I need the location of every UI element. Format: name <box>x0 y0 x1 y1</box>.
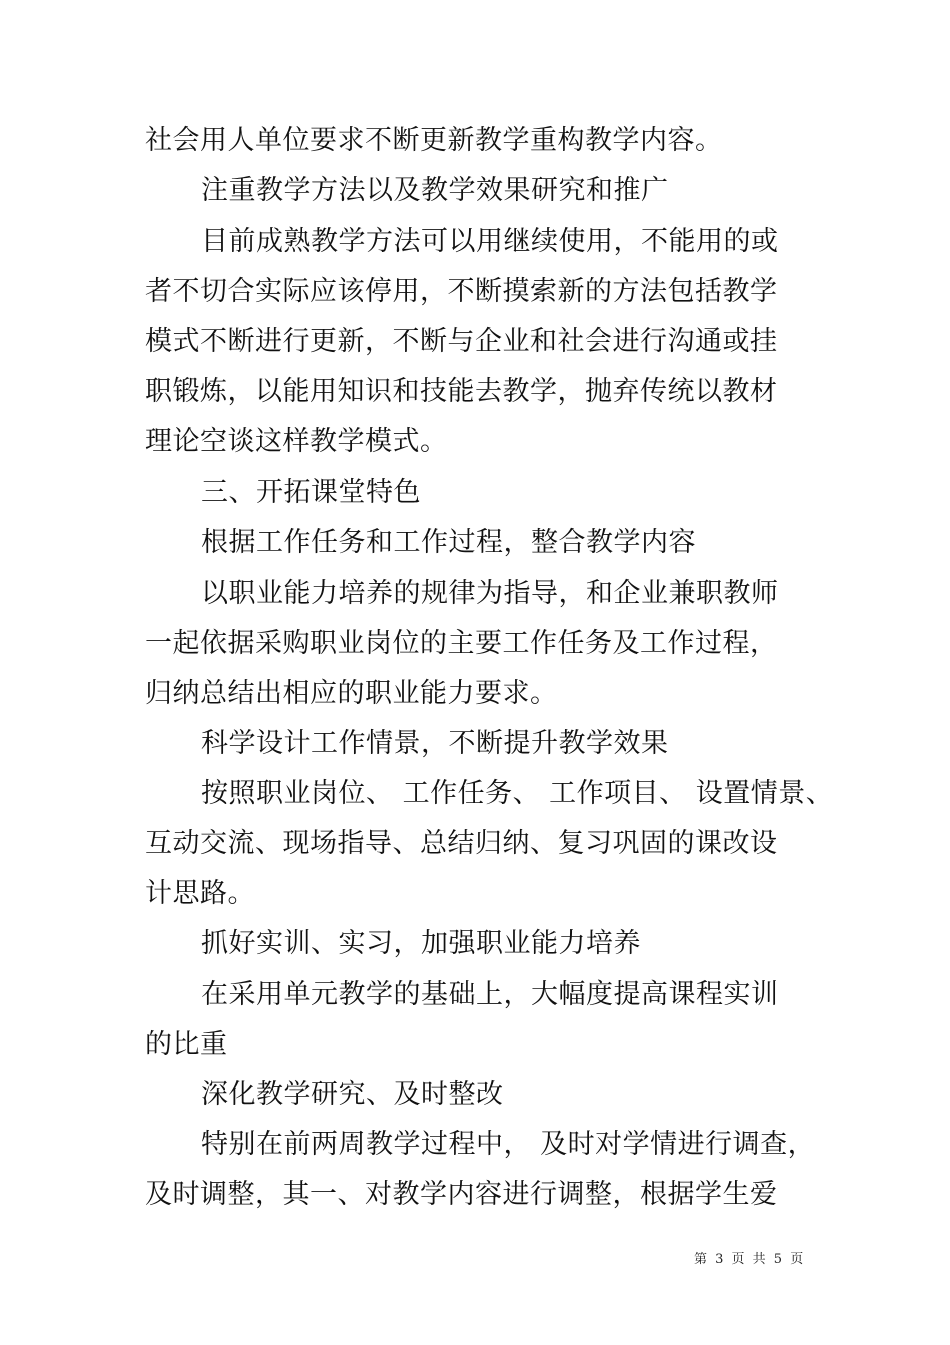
paragraph-line: 特别在前两周教学过程中， 及时对学情进行调查， <box>201 1129 816 1160</box>
page-number-footer: 第 3 页 共 5 页 <box>694 1252 806 1267</box>
section-heading: 注重教学方法以及教学效果研究和推广 <box>201 175 669 206</box>
section-heading: 抓好实训、实习，加强职业能力培养 <box>201 928 641 959</box>
paragraph-line: 一起依据采购职业岗位的主要工作任务及工作过程， <box>145 628 778 659</box>
section-heading: 根据工作任务和工作过程，整合教学内容 <box>201 527 696 558</box>
paragraph-line: 的比重 <box>145 1029 228 1060</box>
paragraph-line: 以职业能力培养的规律为指导，和企业兼职教师 <box>201 578 779 609</box>
paragraph-line: 及时调整，其一、对教学内容进行调整，根据学生爱 <box>145 1179 778 1210</box>
paragraph-line: 模式不断进行更新，不断与企业和社会进行沟通或挂 <box>145 326 778 357</box>
section-heading: 三、开拓课堂特色 <box>201 477 421 508</box>
paragraph-line: 职锻炼，以能用知识和技能去教学，抛弃传统以教材 <box>145 376 778 407</box>
paragraph-line: 在采用单元教学的基础上，大幅度提高课程实训 <box>201 979 779 1010</box>
paragraph-line: 归纳总结出相应的职业能力要求。 <box>145 678 558 709</box>
section-heading: 科学设计工作情景，不断提升教学效果 <box>201 728 669 759</box>
section-heading: 深化教学研究、及时整改 <box>201 1079 504 1110</box>
paragraph-line: 互动交流、现场指导、总结归纳、复习巩固的课改设 <box>145 828 778 859</box>
paragraph-line: 目前成熟教学方法可以用继续使用，不能用的或 <box>201 226 779 257</box>
paragraph-line: 理论空谈这样教学模式。 <box>145 426 448 457</box>
paragraph-line: 社会用人单位要求不断更新教学重构教学内容。 <box>145 125 723 156</box>
paragraph-line: 者不切合实际应该停用，不断摸索新的方法包括教学 <box>145 276 778 307</box>
paragraph-line: 计思路。 <box>145 878 255 909</box>
paragraph-line: 按照职业岗位、 工作任务、 工作项目、 设置情景、 <box>201 778 834 809</box>
